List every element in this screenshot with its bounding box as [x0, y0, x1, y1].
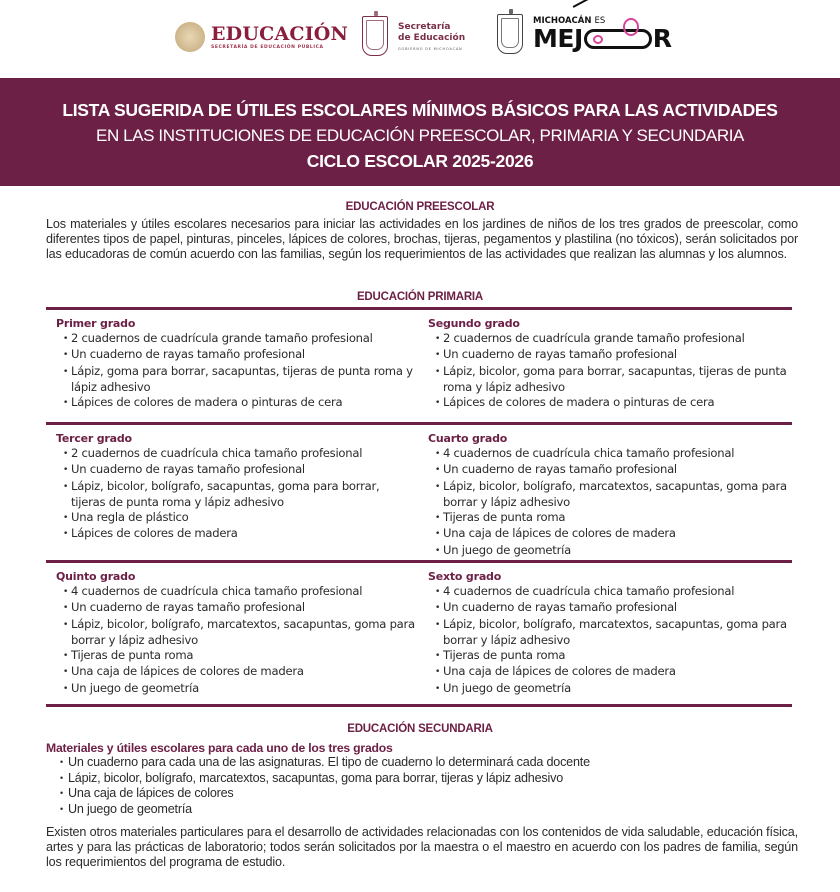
mejor-logo-left: MEJ	[533, 24, 583, 53]
bullet-icon: •	[435, 465, 441, 476]
list-item: • Lápiz, bicolor, bolígrafo, marcatextos, sacapuntas, goma para borrar, tijeras y lápiz adhesivo	[60, 770, 564, 785]
list-item: • Un cuaderno de rayas tamaño profesional	[46, 347, 416, 363]
bullet-icon: •	[63, 465, 69, 476]
preescolar-heading: EDUCACIÓN PREESCOLAR	[345, 201, 495, 213]
bullet-icon: •	[435, 481, 441, 492]
cable-car-cabin-icon	[623, 18, 639, 36]
grade-title: Cuarto grado	[428, 432, 508, 445]
list-item: • Lápiz, bicolor, bolígrafo, marcatextos, sacapuntas, goma para borrar y lápiz adhesivo	[63, 616, 415, 647]
grade-title: Segundo grado	[428, 317, 520, 330]
list-item: • 2 cuadernos de cuadrícula grande tamaño profesional	[418, 331, 788, 347]
bullet-icon: •	[63, 398, 69, 409]
list-item: • Tijeras de punta roma	[46, 648, 416, 664]
cable-car-o-icon	[584, 29, 652, 49]
secundaria-subheading: Materiales y útiles escolares para cada uno de los tres grados	[46, 741, 393, 755]
bullet-icon: •	[435, 334, 441, 344]
sep-logo	[175, 22, 348, 52]
grade-item-list	[46, 584, 416, 697]
banner-title-line1: LISTA SUGERIDA DE ÚTILES ESCOLARES MÍNIMOS BÁSICOS PARA LAS ACTIVIDADES	[62, 100, 778, 120]
bullet-icon: •	[435, 513, 441, 524]
bullet-icon: •	[435, 529, 441, 540]
bullet-icon: •	[63, 603, 69, 614]
list-item: • 2 cuadernos de cuadrícula grande tamaño profesional	[46, 331, 416, 347]
grade-block-cuarto	[418, 432, 788, 559]
bullet-icon: •	[435, 651, 441, 662]
divider	[46, 307, 792, 310]
list-item: • Una caja de lápices de colores de madera	[46, 664, 416, 680]
list-item: • Tijeras de punta roma	[418, 510, 788, 526]
list-item: • Lápiz, goma para borrar, sacapuntas, tijeras de punta roma y lápiz adhesivo	[63, 363, 413, 394]
grade-block-sexto	[418, 570, 788, 697]
bullet-icon: •	[63, 667, 69, 678]
bullet-icon: •	[60, 803, 63, 814]
michoacan-es-mejor-logo	[497, 14, 672, 54]
primaria-heading: EDUCACIÓN PRIMARIA	[356, 291, 484, 303]
sep-logo-title: EDUCACIÓN	[211, 23, 349, 45]
title-banner	[0, 78, 840, 186]
divider	[46, 560, 792, 563]
list-item: • Un juego de geometría	[418, 543, 788, 559]
bullet-icon: •	[63, 651, 69, 662]
bullet-icon: •	[435, 366, 441, 377]
michoacan-logo-line1: Secretaría	[398, 21, 451, 32]
grade-block-quinto	[46, 570, 416, 697]
bullet-icon: •	[60, 757, 63, 767]
secundaria-heading: EDUCACIÓN SECUNDARIA	[347, 723, 493, 735]
grade-item-list	[46, 446, 416, 543]
list-item: • Una regla de plástico	[46, 510, 416, 526]
list-item: • Un cuaderno de rayas tamaño profesional	[418, 462, 788, 478]
bullet-icon: •	[435, 683, 441, 694]
list-item: • Lápices de colores de madera	[46, 526, 416, 542]
list-item: • Una caja de lápices de colores de madera	[418, 664, 788, 680]
grade-block-tercer	[46, 432, 416, 543]
michoacan-education-logo	[362, 16, 465, 56]
grade-title: Primer grado	[56, 317, 136, 330]
list-item: • Un cuaderno de rayas tamaño profesional	[418, 347, 788, 363]
list-item: • Un cuaderno de rayas tamaño profesional	[418, 600, 788, 616]
bullet-icon: •	[60, 788, 63, 799]
bullet-icon: •	[435, 587, 441, 597]
coat-of-arms-icon	[497, 14, 523, 54]
bullet-icon: •	[63, 683, 69, 694]
list-item: • Un cuaderno de rayas tamaño profesional	[46, 600, 416, 616]
list-item: • Un juego de geometría	[418, 681, 788, 697]
bullet-icon: •	[435, 603, 441, 614]
coat-of-arms-icon	[362, 16, 388, 56]
grade-title: Sexto grado	[428, 570, 502, 583]
bullet-icon: •	[63, 350, 69, 361]
bullet-icon: •	[63, 587, 69, 597]
secundaria-item-list	[46, 755, 590, 817]
mejor-logo-top-text: MICHOACÁN	[533, 16, 592, 26]
banner-school-year: CICLO ESCOLAR 2025-2026	[306, 151, 534, 171]
bullet-icon: •	[63, 513, 69, 524]
grade-item-list	[418, 446, 788, 559]
list-item: • Un cuaderno de rayas tamaño profesional	[46, 462, 416, 478]
list-item: • Una caja de lápices de colores de madera	[418, 526, 788, 542]
national-seal-icon	[175, 22, 205, 52]
list-item: • Lápiz, bicolor, bolígrafo, marcatextos, sacapuntas, goma para borrar y lápiz adhesivo	[435, 478, 787, 509]
bullet-icon: •	[63, 481, 69, 492]
list-item: • Lápices de colores de madera o pinturas de cera	[46, 395, 416, 411]
list-item: • Un cuaderno para cada una de las asignaturas. El tipo de cuaderno lo determinará cada docente	[60, 755, 590, 769]
preescolar-paragraph: Los materiales y útiles escolares necesarios para iniciar las actividades en los jardines de niños de los tres grados de preescolar, como diferentes tipos de papel, pinturas, pinceles, lápices de colores, brochas, tijeras, pegamentos y plastilina (no tóxicos), serán solicitados por las educadoras de común acuerdo con las familias, según los requerimientos de las actividades que realizan las alumnas y los alumnos.	[46, 217, 798, 261]
bullet-icon: •	[63, 619, 69, 630]
mejor-logo-right: R	[652, 24, 672, 53]
bullet-icon: •	[63, 529, 69, 540]
grade-title: Tercer grado	[56, 432, 132, 445]
header-logos	[0, 0, 840, 78]
grade-item-list	[418, 331, 788, 411]
list-item: • Lápiz, bicolor, bolígrafo, marcatextos, sacapuntas, goma para borrar y lápiz adhesivo	[435, 616, 787, 647]
bullet-icon: •	[435, 619, 441, 630]
mejor-logo-es: ES	[594, 16, 606, 26]
banner-title-line2: EN LAS INSTITUCIONES DE EDUCACIÓN PREESCOLAR, PRIMARIA Y SECUNDARIA	[96, 126, 744, 145]
secundaria-note: Existen otros materiales particulares para el desarrollo de actividades relacionadas con los contenidos de vida saludable, educación física, artes y para las prácticas de laboratorio; todos serán solicitados por la maestra o el maestro en acuerdo con los padres de familia, según los requerimientos del programa de estudio.	[46, 825, 798, 869]
cable-line	[573, 0, 697, 7]
divider	[46, 422, 792, 425]
list-item: • 2 cuadernos de cuadrícula chica tamaño profesional	[46, 446, 416, 462]
list-item: • Lápiz, bicolor, goma para borrar, sacapuntas, tijeras de punta roma y lápiz adhesivo	[435, 363, 787, 394]
list-item: • 4 cuadernos de cuadrícula chica tamaño profesional	[418, 446, 788, 462]
list-item: • Tijeras de punta roma	[418, 648, 788, 664]
bullet-icon: •	[63, 366, 69, 377]
bullet-icon: •	[63, 334, 69, 344]
list-item: • 4 cuadernos de cuadrícula chica tamaño profesional	[46, 584, 416, 600]
grade-item-list	[418, 584, 788, 697]
grade-block-primer	[46, 317, 416, 411]
list-item: • Lápiz, bicolor, bolígrafo, sacapuntas, goma para borrar, tijeras de punta roma y lápiz adhesivo	[63, 478, 380, 509]
grade-block-segundo	[418, 317, 788, 411]
grade-title: Quinto grado	[56, 570, 136, 583]
bullet-icon: •	[63, 449, 69, 459]
michoacan-logo-line2: de Educación	[398, 32, 466, 43]
divider	[46, 704, 792, 707]
mejor-logo-wordmark	[533, 26, 672, 52]
list-item: • Lápices de colores de madera o pinturas de cera	[418, 395, 788, 411]
sep-logo-subtitle: SECRETARÍA DE EDUCACIÓN PÚBLICA	[211, 45, 324, 50]
list-item: • Una caja de lápices de colores	[60, 786, 234, 801]
bullet-icon: •	[435, 449, 441, 459]
list-item: • Un juego de geometría	[46, 681, 416, 697]
list-item: • 4 cuadernos de cuadrícula chica tamaño profesional	[418, 584, 788, 600]
bullet-icon: •	[435, 667, 441, 678]
bullet-icon: •	[435, 350, 441, 361]
list-item: • Un juego de geometría	[60, 801, 192, 816]
bullet-icon: •	[60, 772, 63, 783]
bullet-icon: •	[435, 398, 441, 409]
bullet-icon: •	[435, 545, 441, 556]
cable-car-cabin-icon	[593, 35, 603, 44]
grade-item-list	[46, 331, 416, 411]
michoacan-logo-subtitle: GOBIERNO DE MICHOACÁN	[398, 46, 463, 51]
